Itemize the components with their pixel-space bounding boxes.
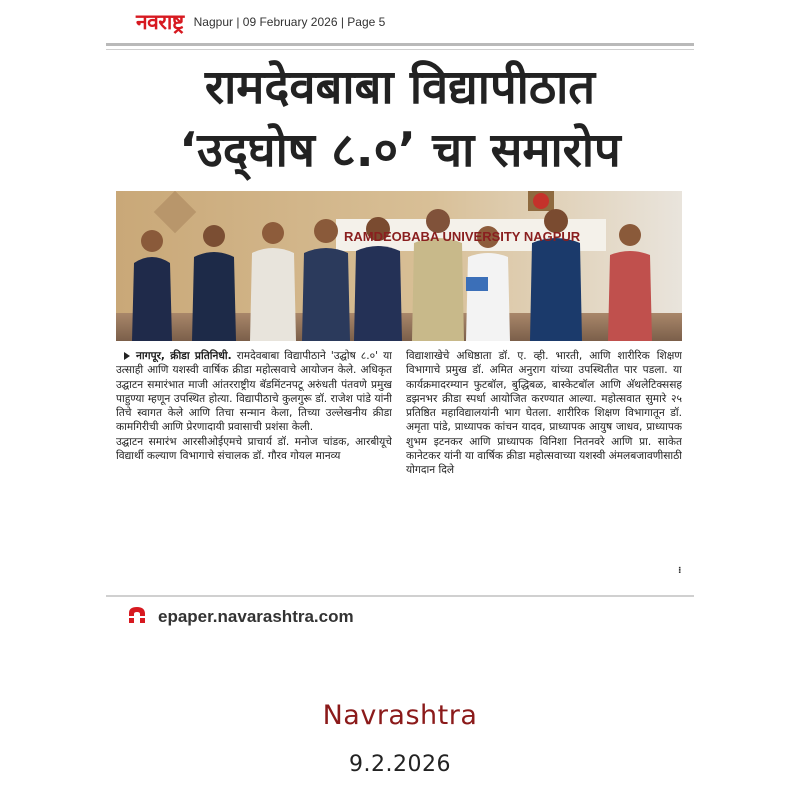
dateline: Nagpur | 09 February 2026 | Page 5 [193, 15, 386, 29]
publication-name: Navrashtra [322, 700, 478, 731]
navrashtra-e-logo-icon [126, 604, 148, 630]
bullet-triangle-icon [124, 352, 130, 360]
publication-date: 9.2.2026 [349, 752, 451, 777]
fold-mark-icon: ⁝ [678, 566, 682, 576]
article-lead: नागपूर, क्रीडा प्रतिनिधी. [136, 350, 232, 362]
article-column-1 [116, 349, 392, 587]
article-paragraph-1: रामदेवबाबा विद्यापीठाने 'उद्घोष ८.०' या उत्साही आणि यशस्वी वार्षिक क्रीडा महोत्सवाचे आयोजन केले. अधिकृत उद्घाटन समारंभात माजी आंतरराष्ट्रीय बॅडमिंटनपटू अरुंधती पंतवणे प्रमुख पाहुण्या म्हणून उपस्थित होत्या. विद्यापीठाचे कुलगुरू डॉ. राजेश पांडे यांनी तिचे स्वागत केले आणि तिचा सन्मान केला, तिच्या उल्लेखनीय क्रीडा कामगिरीची आणि प्रेरणादायी प्रवासाची प्रशंसा केली. [116, 350, 392, 434]
article-column-2 [406, 349, 682, 587]
article-paragraph-3: विद्याशाखेचे अधिष्ठाता डॉ. ए. व्ही. भारती, आणि शारीरिक शिक्षण विभागाचे प्रमुख डॉ. अमित अनुराग यांच्या उपस्थितीत पार पडला. या कार्यक्रमादरम्यान फुटबॉल, बुद्धिबळ, बास्केटबॉल आणि अ‍ॅथलेटिक्ससह डझनभर क्रीडा स्पर्धा आयोजित करण्यात आल्या. महोत्सवात सुमारे २५ प्रतिष्ठित महाविद्यालयांनी भाग घेतला. शारीरिक शिक्षण विभागातून डॉ. अमृता पांडे, प्राध्यापक कांचन यादव, प्राध्यापक आयुष जाधव, प्राध्यापक शुभम इटनकर आणि प्राध्यापक विनिशा नितनवरे आणि प्रा. साकेत कानेटकर यांनी या वार्षिक क्रीडा महोत्सवाच्या यशस्वी अंमलबजावणीसाठी योगदान दिले [406, 350, 682, 477]
event-photo [116, 191, 682, 341]
newspaper-clipping [106, 0, 694, 640]
headline-line-1: रामदेवबाबा विद्यापीठात [204, 60, 596, 115]
banner-text: RAMDEOBABA UNIVERSITY NAGPUR [344, 229, 581, 244]
article-paragraph-2: उद्घाटन समारंभ आरसीओईएमचे प्राचार्य डॉ. मनोज चांडक, आरबीयूचे विद्यार्थी कल्याण विभागाचे संचालक डॉ. गौरव गोयल मानव्य [116, 435, 392, 463]
article-body [116, 349, 682, 587]
navrashtra-logo: नवराष्ट्र [136, 10, 184, 34]
epaper-url: epaper.navarashtra.com [158, 607, 354, 626]
footer [126, 604, 354, 630]
masthead-rule [106, 43, 694, 46]
masthead [136, 8, 385, 36]
footer-rule [106, 595, 694, 597]
headline-line-2: ‘उद्‌घोष ८.०’ चा समारोप [179, 123, 621, 178]
masthead-rule-thin [106, 49, 694, 50]
